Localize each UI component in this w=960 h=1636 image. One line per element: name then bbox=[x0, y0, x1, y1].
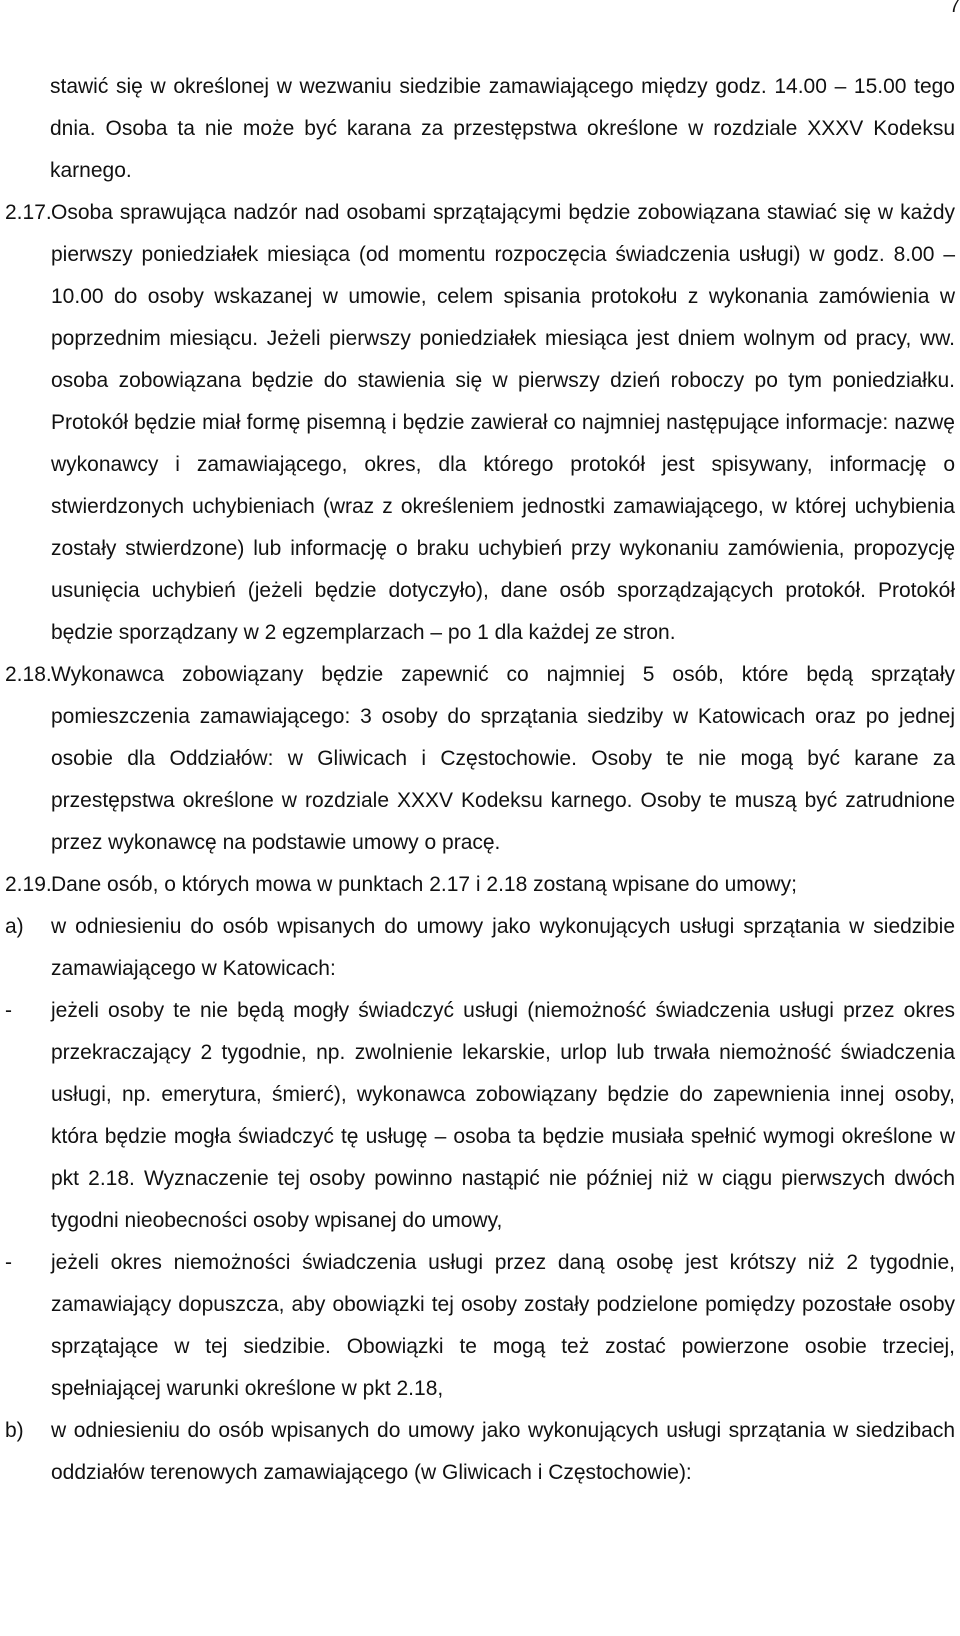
list-marker: - bbox=[5, 1251, 12, 1274]
paragraph-continuation bbox=[5, 66, 955, 192]
paragraph-text: w odniesieniu do osób wpisanych do umowy jako wykonujących usługi sprzątania w siedzibach oddziałów terenowych zamawiającego (w Gliwicach i Częstochowie): bbox=[51, 1419, 955, 1484]
paragraph-text: Wykonawca zobowiązany będzie zapewnić co najmniej 5 osób, które będą sprzątały pomieszczenia zamawiającego: 3 osoby do sprzątania siedziby w Katowicach oraz po jednej osobie dla Oddziałów: w Gliwicach i Częstochowie. Osoby te nie mogą być karane za przestępstwa określone w rozdziale XXXV Kodeksu karnego. Osoby te muszą być zatrudnione przez wykonawcę na podstawie umowy o pracę. bbox=[51, 663, 955, 854]
list-item-b bbox=[5, 1410, 955, 1494]
list-marker: b) bbox=[5, 1419, 24, 1442]
paragraph-text: stawić się w określonej w wezwaniu siedzibie zamawiającego między godz. 14.00 – 15.00 tego dnia. Osoba ta nie może być karana za przestępstwa określone w rozdziale XXXV Kodeksu karnego. bbox=[50, 75, 955, 182]
paragraph-text: jeżeli okres niemożności świadczenia usługi przez daną osobę jest krótszy niż 2 tygodnie, zamawiający dopuszcza, aby obowiązki tej osoby zostały podzielone pomiędzy pozostałe osoby sprzątające w tej siedzibie. Obowiązki te mogą też zostać powierzone osobie trzeciej, spełniającej warunki określone w pkt 2.18, bbox=[51, 1251, 955, 1400]
paragraph-text: jeżeli osoby te nie będą mogły świadczyć usługi (niemożność świadczenia usługi przez okres przekraczający 2 tygodnie, np. zwolnienie lekarskie, urlop lub trwała niemożność świadczenia usługi, np. emerytura, śmierć), wykonawca zobowiązany będzie do zapewnienia innej osoby, która będzie mogła świadczyć tę usługę – osoba ta będzie musiała spełnić wymogi określone w pkt 2.18. Wyznaczenie tej osoby powinno nastąpić nie później niż w ciągu pierwszych dwóch tygodni nieobecności osoby wpisanej do umowy, bbox=[51, 999, 955, 1232]
section-2-19 bbox=[5, 864, 955, 906]
list-item-dash-1 bbox=[5, 990, 955, 1242]
section-number: 2.17. bbox=[5, 201, 52, 224]
section-number: 2.19. bbox=[5, 873, 52, 896]
paragraph-text: w odniesieniu do osób wpisanych do umowy jako wykonujących usługi sprzątania w siedzibie zamawiającego w Katowicach: bbox=[51, 915, 955, 980]
list-item-a bbox=[5, 906, 955, 990]
section-number: 2.18. bbox=[5, 663, 52, 686]
list-marker: a) bbox=[5, 915, 24, 938]
page-number: 7 bbox=[949, 0, 960, 17]
list-item-dash-2 bbox=[5, 1242, 955, 1410]
paragraph-text: Dane osób, o których mowa w punktach 2.17 i 2.18 zostaną wpisane do umowy; bbox=[51, 873, 797, 896]
document-body bbox=[5, 66, 955, 1494]
section-2-17 bbox=[5, 192, 955, 654]
section-2-18 bbox=[5, 654, 955, 864]
paragraph-text: Osoba sprawująca nadzór nad osobami sprzątającymi będzie zobowiązana stawiać się w każdy pierwszy poniedziałek miesiąca (od momentu rozpoczęcia świadczenia usługi) w godz. 8.00 – 10.00 do osoby wskazanej w umowie, celem spisania protokołu z wykonania zamówienia w poprzednim miesiącu. Jeżeli pierwszy poniedziałek miesiąca jest dniem wolnym od pracy, ww. osoba zobowiązana będzie do stawienia się w pierwszy dzień roboczy po tym poniedziałku. Protokół będzie miał formę pisemną i będzie zawierał co najmniej następujące informacje: nazwę wykonawcy i zamawiającego, okres, dla którego protokół jest spisywany, informację o stwierdzonych uchybieniach (wraz z określeniem jednostki zamawiającego, w której uchybienia zostały stwierdzone) lub informację o braku uchybień przy wykonaniu zamówienia, propozycję usunięcia uchybień (jeżeli będzie dotyczyło), dane osób sporządzających protokół. Protokół będzie sporządzany w 2 egzemplarzach – po 1 dla każdej ze stron. bbox=[51, 201, 955, 644]
list-marker: - bbox=[5, 999, 12, 1022]
